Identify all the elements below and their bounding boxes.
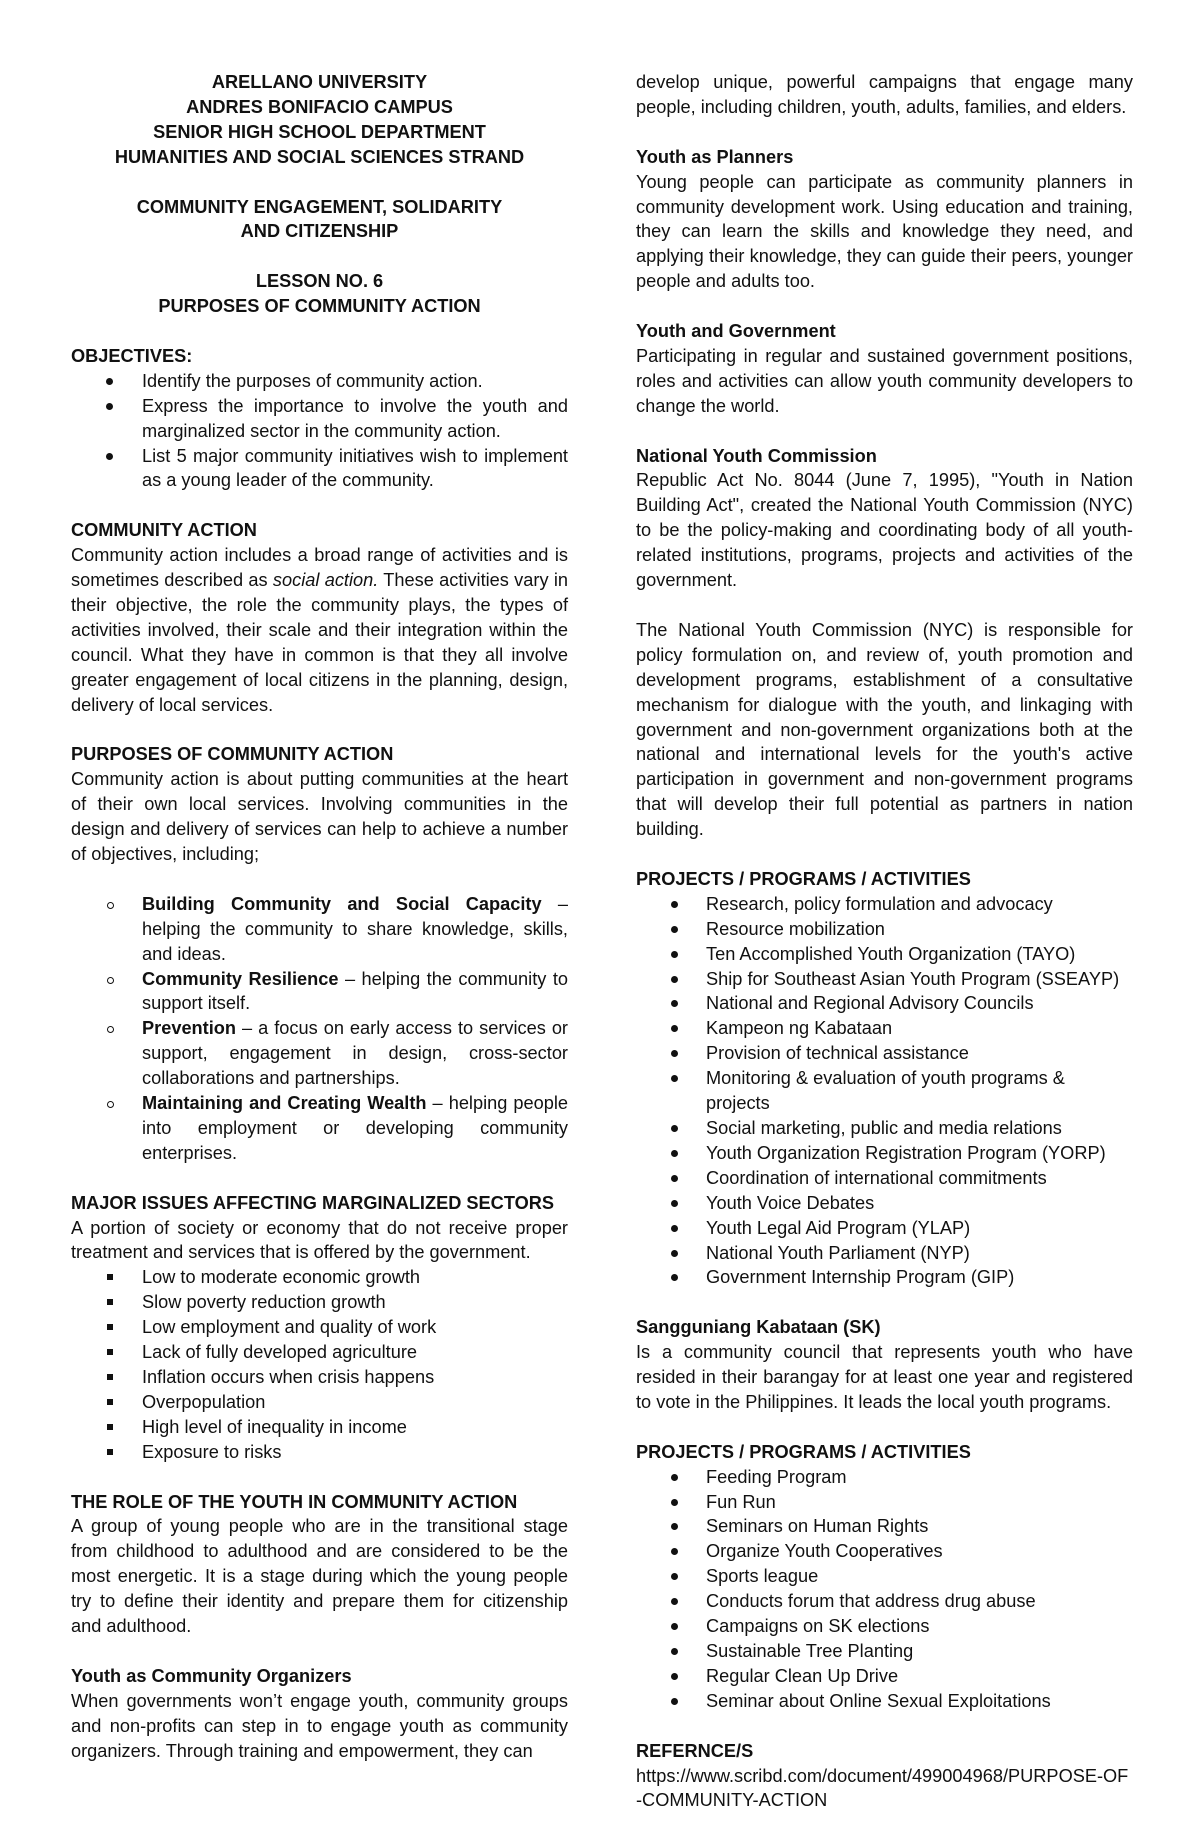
government-heading: Youth and Government: [636, 321, 836, 342]
list-item: Campaigns on SK elections: [636, 1614, 1133, 1639]
planners-heading: Youth as Planners: [636, 146, 794, 167]
organizers-heading: Youth as Community Organizers: [71, 1665, 352, 1686]
list-item: Youth Organization Registration Program (YORP): [636, 1141, 1133, 1166]
right-column: [636, 70, 1133, 1813]
list-item: Social marketing, public and media relations: [636, 1116, 1133, 1141]
purposes-list: [71, 892, 568, 1166]
purposes-paragraph: Community action is about putting communities at the heart of their own local services. Involving communities in the design and delivery of services can help to achieve a number of objectives, including;: [71, 769, 568, 865]
sk-programs-list: [636, 1465, 1133, 1714]
purpose-desc: – helping people into employment or developing community enterprises.: [142, 1093, 569, 1163]
list-item: [71, 1091, 568, 1166]
nyc-heading: National Youth Commission: [636, 445, 877, 466]
list-item: National and Regional Advisory Councils: [636, 991, 1133, 1016]
left-column: [71, 70, 568, 1763]
university-name: ARELLANO UNIVERSITY: [211, 72, 428, 92]
list-item: Conducts forum that address drug abuse: [636, 1589, 1133, 1614]
objectives-heading: OBJECTIVES:: [71, 345, 193, 366]
role-youth-heading: THE ROLE OF THE YOUTH IN COMMUNITY ACTION: [71, 1491, 518, 1512]
subject-title-line1: COMMUNITY ENGAGEMENT, SOLIDARITY: [136, 196, 503, 217]
major-issues-list: [71, 1265, 568, 1464]
paragraph-text: Community action includes a broad range of activities and is sometimes described as: [71, 545, 568, 591]
list-item: Ten Accomplished Youth Organization (TAYO): [636, 942, 1133, 967]
list-item: Exposure to risks: [71, 1440, 568, 1465]
purpose-term: Maintaining and Creating Wealth: [142, 1093, 427, 1114]
list-item: National Youth Parliament (NYP): [636, 1241, 1133, 1266]
list-item: Research, policy formulation and advocacy: [636, 892, 1133, 917]
list-item: Low to moderate economic growth: [71, 1265, 568, 1290]
sk-paragraph: Is a community council that represents youth who have resided in their barangay for at least one year and registered to vote in the Philippines. It leads the local youth programs.: [636, 1342, 1133, 1412]
list-item: Inflation occurs when crisis happens: [71, 1365, 568, 1390]
planners-paragraph: Young people can participate as community planners in community development work. Using education and training, they can learn the skills and knowledge they need, and applying their knowledge, they can guide their peers, younger people and adults too.: [636, 171, 1133, 292]
list-item: Overpopulation: [71, 1390, 568, 1415]
nyc-programs-list: [636, 892, 1133, 1291]
list-item: Youth Voice Debates: [636, 1191, 1133, 1216]
list-item: Provision of technical assistance: [636, 1041, 1133, 1066]
list-item: Low employment and quality of work: [71, 1315, 568, 1340]
subject-title-line2: AND CITIZENSHIP: [240, 221, 399, 242]
list-item: Youth Legal Aid Program (YLAP): [636, 1216, 1133, 1241]
objectives-list: [71, 369, 568, 494]
purpose-term: Building Community and Social Capacity: [142, 893, 542, 914]
school-header: [71, 70, 568, 319]
sk-programs-heading: PROJECTS / PROGRAMS / ACTIVITIES: [636, 1441, 971, 1462]
list-item: Fun Run: [636, 1490, 1133, 1515]
organizers-paragraph-start: When governments won’t engage youth, community groups and non-profits can step in to engage youth as community organizers. Through training and empowerment, they can: [71, 1690, 568, 1761]
list-item: Express the importance to involve the youth and marginalized sector in the community action.: [71, 394, 568, 444]
purpose-term: Prevention: [142, 1018, 236, 1039]
nyc-paragraph-2: The National Youth Commission (NYC) is responsible for policy formulation on, and review of, youth promotion and development programs, establishment of a consultative mechanism for dialogue with the youth, and linkaging with government and non-government organizations both at the national and international levels for the youth's active participation in government and non-government programs that will develop their full potential as partners in nation building.: [636, 619, 1133, 840]
sk-heading: Sangguniang Kabataan (SK): [636, 1317, 881, 1338]
list-item: Seminar about Online Sexual Exploitations: [636, 1689, 1133, 1714]
list-item: Resource mobilization: [636, 917, 1133, 942]
department-name: SENIOR HIGH SCHOOL DEPARTMENT: [153, 121, 486, 142]
purpose-desc: – a focus on early access to services or support, engagement in design, cross-sector collaborations and partnerships.: [142, 1018, 568, 1089]
list-item: Ship for Southeast Asian Youth Program (SSEAYP): [636, 967, 1133, 992]
role-youth-paragraph: A group of young people who are in the transitional stage from childhood to adulthood and are considered to be the most energetic. It is a stage during which the young people try to define their identity and prepare them for citizenship and adulthood.: [71, 1516, 568, 1637]
list-item: Seminars on Human Rights: [636, 1514, 1133, 1539]
government-paragraph: Participating in regular and sustained government positions, roles and activities can allow youth community developers to change the world.: [636, 345, 1133, 416]
social-action-term: social action.: [272, 570, 379, 591]
list-item: [71, 967, 568, 1017]
list-item: Kampeon ng Kabataan: [636, 1016, 1133, 1041]
list-item: Sustainable Tree Planting: [636, 1639, 1133, 1664]
major-issues-heading: MAJOR ISSUES AFFECTING MARGINALIZED SECTORS: [71, 1192, 555, 1213]
community-action-paragraph: [71, 543, 568, 717]
list-item: Identify the purposes of community action.: [71, 369, 568, 394]
community-action-heading: COMMUNITY ACTION: [71, 520, 257, 541]
purpose-desc: – helping the community to share knowledge, skills, and ideas.: [142, 893, 569, 964]
purposes-heading: PURPOSES OF COMMUNITY ACTION: [71, 744, 394, 765]
nyc-paragraph-1: Republic Act No. 8044 (June 7, 1995), "Youth in Nation Building Act", created the National Youth Commission (NYC) to be the policy-making and coordinating body of all youth-related institutions, programs, projects and activities of the government.: [636, 470, 1133, 591]
list-item: High level of inequality in income: [71, 1415, 568, 1440]
list-item: Coordination of international commitments: [636, 1166, 1133, 1191]
lesson-number: LESSON NO. 6: [255, 271, 384, 292]
list-item: Organize Youth Cooperatives: [636, 1539, 1133, 1564]
list-item: Government Internship Program (GIP): [636, 1265, 1133, 1290]
paragraph-text: These activities vary in their objective, the role the community plays, the types of activities involved, their scale and their integration within the council. What they have in common is that they all involve greater engagement of local citizens in the planning, design, delivery of local services.: [71, 570, 569, 715]
list-item: Sports league: [636, 1564, 1133, 1589]
nyc-programs-heading: PROJECTS / PROGRAMS / ACTIVITIES: [636, 868, 971, 889]
list-item: List 5 major community initiatives wish to implement as a young leader of the community.: [71, 444, 568, 494]
list-item: Regular Clean Up Drive: [636, 1664, 1133, 1689]
list-item: Monitoring & evaluation of youth programs & projects: [636, 1066, 1133, 1116]
list-item: [71, 892, 568, 967]
purpose-desc: – helping the community to support itself.: [142, 968, 568, 1014]
campus-name: ANDRES BONIFACIO CAMPUS: [186, 96, 453, 117]
organizers-paragraph-end: develop unique, powerful campaigns that engage many people, including children, youth, adults, families, and elders.: [636, 72, 1133, 117]
list-item: Lack of fully developed agriculture: [71, 1340, 568, 1365]
reference-link[interactable]: https://www.scribd.com/document/499004968/PURPOSE-OF-COMMUNITY-ACTION: [636, 1765, 1129, 1811]
lesson-title: PURPOSES OF COMMUNITY ACTION: [158, 296, 481, 317]
list-item: Slow poverty reduction growth: [71, 1290, 568, 1315]
major-issues-paragraph: A portion of society or economy that do not receive proper treatment and services that is offered by the government.: [71, 1217, 568, 1263]
purpose-term: Community Resilience: [142, 968, 339, 989]
strand-name: HUMANITIES AND SOCIAL SCIENCES STRAND: [114, 146, 525, 167]
list-item: Feeding Program: [636, 1465, 1133, 1490]
references-heading: REFERNCE/S: [636, 1740, 754, 1761]
list-item: [71, 1016, 568, 1091]
